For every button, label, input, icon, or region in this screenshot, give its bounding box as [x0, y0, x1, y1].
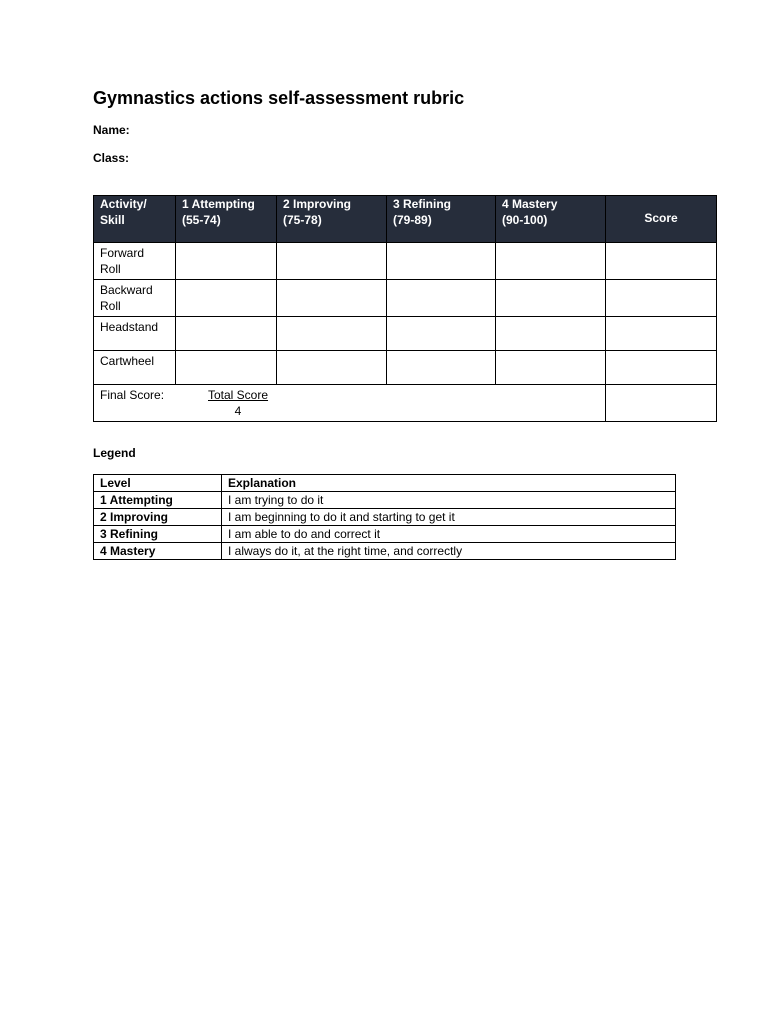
header-line: 1 Attempting — [182, 197, 255, 211]
rubric-cell[interactable] — [176, 280, 277, 317]
final-score-cell — [94, 385, 606, 422]
header-line: 3 Refining — [393, 197, 452, 211]
name-label: Name: — [93, 123, 130, 137]
header-line: Skill — [100, 213, 125, 227]
skill-label: Headstand — [100, 320, 159, 334]
header-attempting — [176, 196, 277, 243]
skill-label: Cartwheel — [100, 354, 155, 368]
legend-explanation: I am beginning to do it and starting to get it — [222, 509, 676, 526]
rubric-cell[interactable] — [496, 351, 606, 385]
skill-label: Backward — [100, 283, 153, 297]
legend-header-explanation: Explanation — [222, 475, 676, 492]
skill-cell — [94, 351, 176, 385]
rubric-cell[interactable] — [176, 351, 277, 385]
score-cell[interactable] — [606, 317, 717, 351]
header-activity-skill — [94, 196, 176, 243]
legend-level: 3 Refining — [94, 526, 222, 543]
rubric-header-row — [94, 196, 717, 243]
header-score — [606, 196, 717, 243]
page-title: Gymnastics actions self-assessment rubric — [93, 88, 465, 108]
legend-row — [94, 543, 676, 560]
header-line: Activity/ — [100, 197, 147, 211]
skill-label: Roll — [100, 299, 121, 313]
table-row — [94, 351, 717, 385]
final-score-value-cell[interactable] — [606, 385, 717, 422]
legend-row — [94, 526, 676, 543]
legend-explanation: I always do it, at the right time, and correctly — [222, 543, 676, 560]
legend-level: 2 Improving — [94, 509, 222, 526]
header-refining — [387, 196, 496, 243]
legend-level: 4 Mastery — [94, 543, 222, 560]
skill-label: Forward — [100, 246, 145, 260]
total-score — [208, 387, 268, 419]
rubric-cell[interactable] — [277, 243, 387, 280]
legend-title: Legend — [93, 446, 136, 460]
rubric-cell[interactable] — [496, 280, 606, 317]
class-label: Class: — [93, 151, 130, 165]
rubric-cell[interactable] — [277, 317, 387, 351]
table-row — [94, 317, 717, 351]
rubric-cell[interactable] — [496, 317, 606, 351]
header-line: 4 Mastery — [502, 197, 558, 211]
total-score-value: 4 — [234, 404, 242, 418]
rubric-cell[interactable] — [176, 243, 277, 280]
final-score-row — [94, 385, 717, 422]
rubric-cell[interactable] — [387, 280, 496, 317]
rubric-cell[interactable] — [176, 317, 277, 351]
legend-level: 1 Attempting — [94, 492, 222, 509]
legend-header-row — [94, 475, 676, 492]
header-line: (55-74) — [182, 213, 221, 227]
total-score-label: Total Score — [208, 388, 269, 402]
header-line: 2 Improving — [283, 197, 352, 211]
rubric-cell[interactable] — [496, 243, 606, 280]
rubric-cell[interactable] — [387, 243, 496, 280]
rubric-cell[interactable] — [277, 280, 387, 317]
legend-table — [93, 474, 676, 560]
legend-header-level: Level — [94, 475, 222, 492]
rubric-cell[interactable] — [387, 317, 496, 351]
skill-cell — [94, 243, 176, 280]
skill-cell — [94, 280, 176, 317]
final-score-label: Final Score: — [100, 388, 165, 402]
score-cell[interactable] — [606, 351, 717, 385]
rubric-table — [93, 195, 717, 422]
header-improving — [277, 196, 387, 243]
header-line: Score — [644, 211, 678, 225]
skill-cell — [94, 317, 176, 351]
header-line: (79-89) — [393, 213, 432, 227]
header-line: (90-100) — [502, 213, 548, 227]
legend-explanation: I am able to do and correct it — [222, 526, 676, 543]
score-cell[interactable] — [606, 243, 717, 280]
rubric-cell[interactable] — [277, 351, 387, 385]
table-row — [94, 280, 717, 317]
table-row — [94, 243, 717, 280]
legend-row — [94, 509, 676, 526]
legend-row — [94, 492, 676, 509]
header-mastery — [496, 196, 606, 243]
legend-explanation: I am trying to do it — [222, 492, 676, 509]
rubric-cell[interactable] — [387, 351, 496, 385]
score-cell[interactable] — [606, 280, 717, 317]
skill-label: Roll — [100, 262, 121, 276]
header-line: (75-78) — [283, 213, 322, 227]
